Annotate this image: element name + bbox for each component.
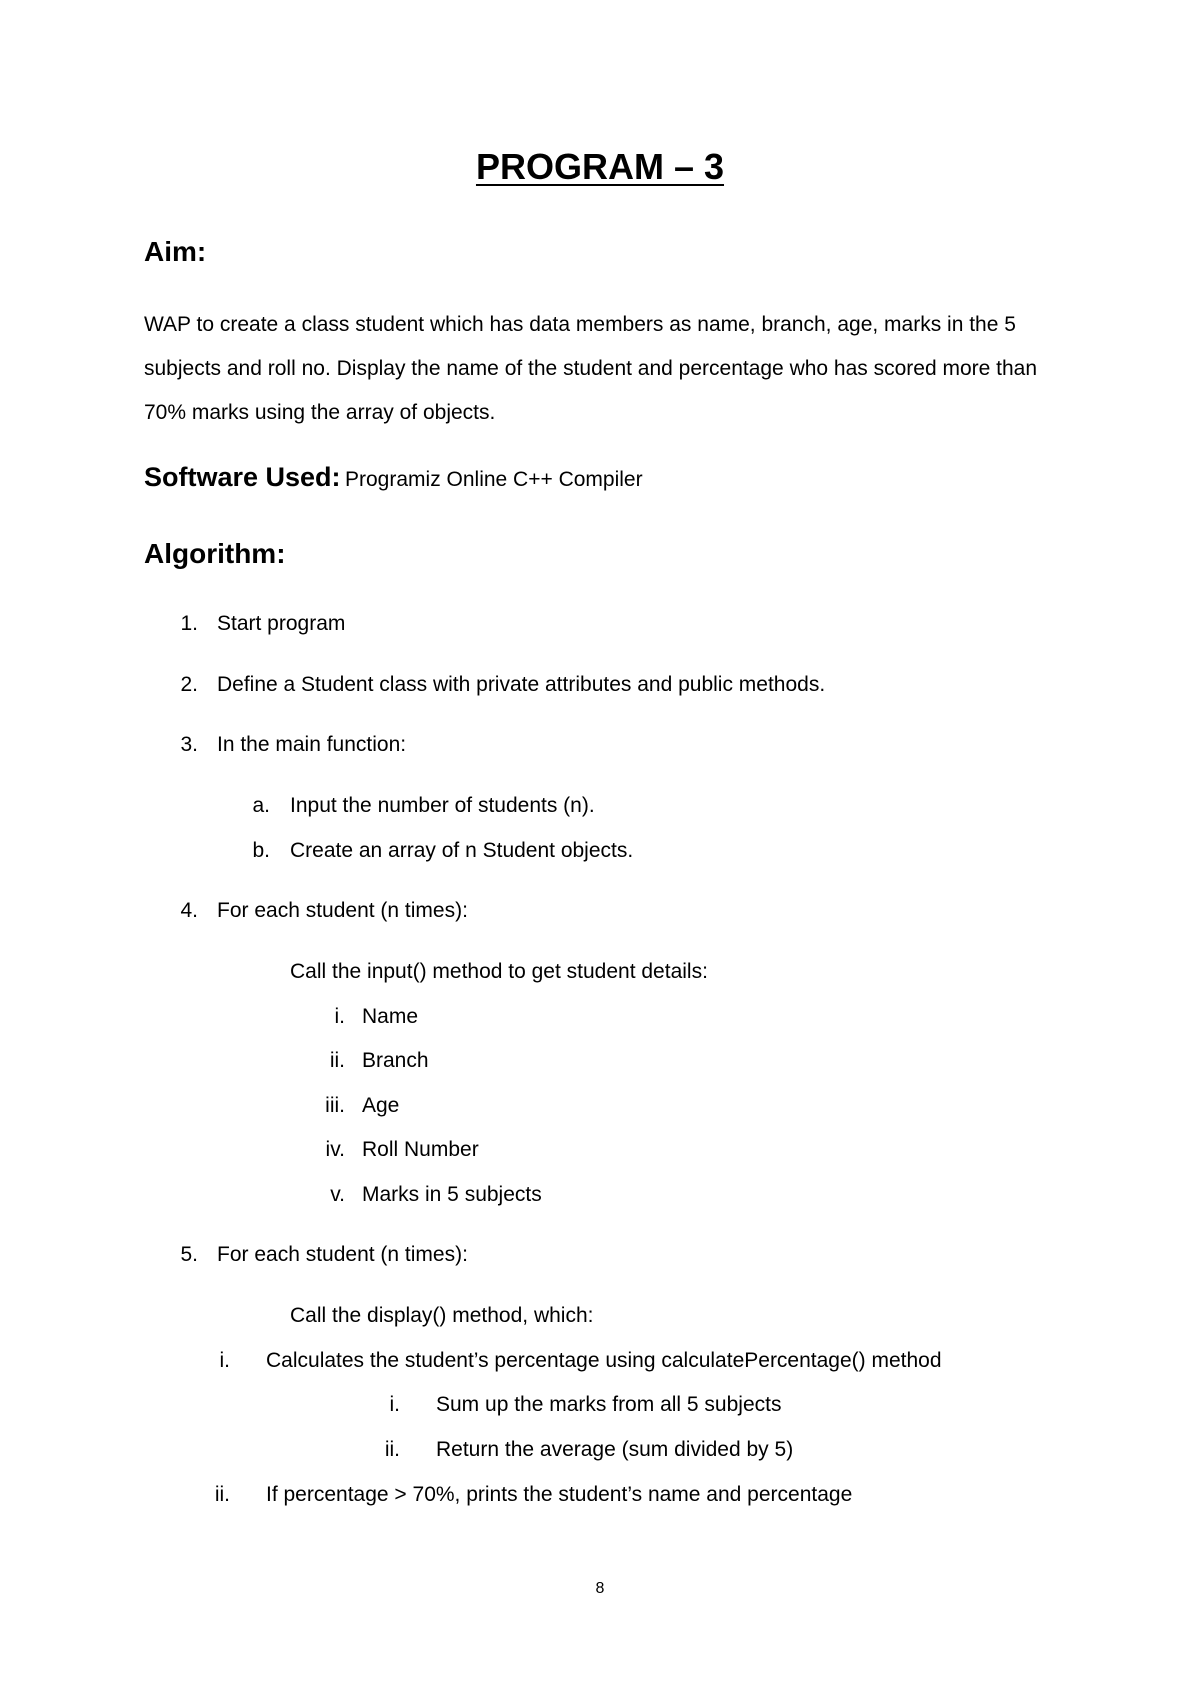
aim-paragraph: WAP to create a class student which has data members as name, branch, age, marks in the 5 subjects and roll no. Display the name of the student and percentage who has scored more than 70% marks using the array of objects. bbox=[144, 313, 1038, 424]
step-3b-marker: b. bbox=[252, 839, 270, 862]
step-2-text: Define a Student class with private attributes and public methods. bbox=[217, 673, 826, 696]
step-5i-marker: i. bbox=[219, 1349, 230, 1372]
step-5i-text: Calculates the student’s percentage using calculatePercentage() method bbox=[266, 1349, 942, 1372]
step-4-marker: 4. bbox=[180, 899, 198, 922]
step-4iv-marker: iv. bbox=[325, 1138, 345, 1161]
step-4v-marker: v. bbox=[330, 1183, 345, 1206]
algorithm-heading: Algorithm: bbox=[144, 538, 286, 569]
software-used-label: Software Used: bbox=[144, 462, 341, 492]
step-3-marker: 3. bbox=[180, 733, 198, 756]
aim-heading: Aim: bbox=[144, 236, 207, 267]
step-5i-i-marker: i. bbox=[389, 1393, 400, 1416]
step-5-text: For each student (n times): bbox=[217, 1243, 468, 1266]
step-5i-ii-text: Return the average (sum divided by 5) bbox=[436, 1438, 794, 1461]
step-4ii-marker: ii. bbox=[329, 1049, 345, 1072]
step-5-marker: 5. bbox=[180, 1243, 198, 1266]
step-4i-text: Name bbox=[362, 1005, 419, 1028]
step-4iii-marker: iii. bbox=[325, 1094, 345, 1117]
step-5ii-marker: ii. bbox=[214, 1483, 230, 1506]
step-5i-i-text: Sum up the marks from all 5 subjects bbox=[436, 1393, 782, 1416]
step-5i-ii-marker: ii. bbox=[384, 1438, 400, 1461]
step-2-marker: 2. bbox=[180, 673, 198, 696]
step-4iv-text: Roll Number bbox=[362, 1138, 479, 1161]
step-4i-marker: i. bbox=[334, 1005, 345, 1028]
page-number: 8 bbox=[595, 1580, 605, 1597]
software-used-line bbox=[144, 462, 643, 493]
step-1-text: Start program bbox=[217, 612, 346, 635]
step-4-text: For each student (n times): bbox=[217, 899, 468, 922]
step-5-call-text: Call the display() method, which: bbox=[290, 1304, 594, 1327]
step-5ii-text: If percentage > 70%, prints the student’s name and percentage bbox=[266, 1483, 853, 1506]
step-4iii-text: Age bbox=[362, 1094, 400, 1117]
program-title: PROGRAM – 3 bbox=[475, 146, 725, 187]
step-1-marker: 1. bbox=[180, 612, 198, 635]
step-3-text: In the main function: bbox=[217, 733, 407, 756]
step-4v-text: Marks in 5 subjects bbox=[362, 1183, 542, 1206]
step-3a-text: Input the number of students (n). bbox=[290, 794, 595, 817]
software-used-value: Programiz Online C++ Compiler bbox=[345, 468, 643, 491]
step-4-call-text: Call the input() method to get student details: bbox=[290, 960, 708, 983]
step-4ii-text: Branch bbox=[362, 1049, 429, 1072]
step-3a-marker: a. bbox=[252, 794, 270, 817]
step-3b-text: Create an array of n Student objects. bbox=[290, 839, 634, 862]
